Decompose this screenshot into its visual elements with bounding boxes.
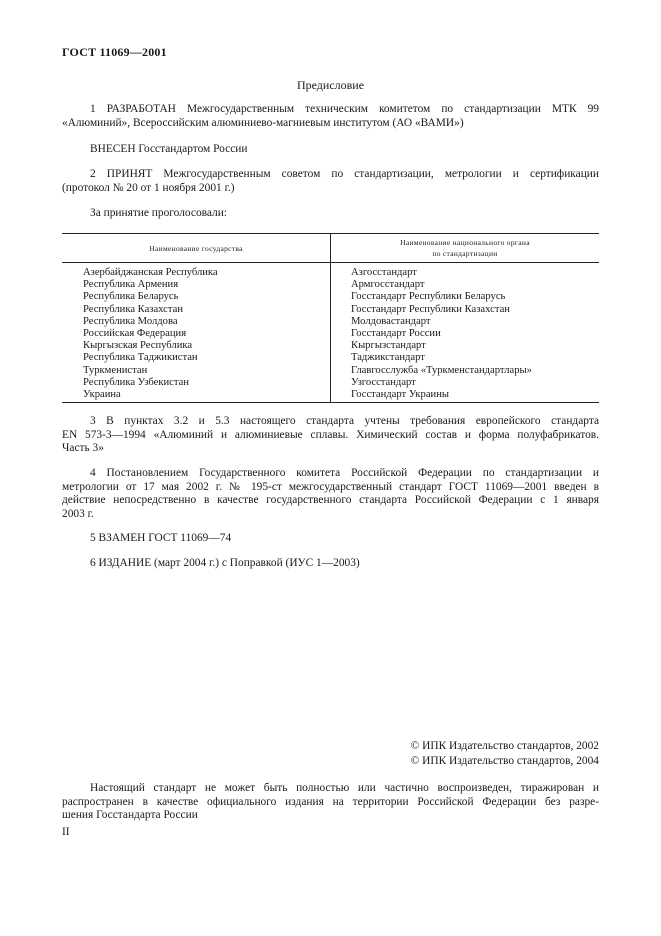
standards-body-cell: Госстандарт Республики Казахстан xyxy=(351,303,510,315)
table-row xyxy=(62,263,599,280)
enactment-line-1: 4 Постановлением Государственного комитета Российской Федерации по стандартизации и xyxy=(90,467,599,479)
state-name-cell: Республика Казахстан xyxy=(62,304,331,316)
paragraph-developed-by xyxy=(62,103,599,130)
column-header-state: Наименование государства xyxy=(62,234,331,263)
column-header-body-line-1: Наименование национального органа xyxy=(400,238,530,247)
european-line-2: EN 573-3—1994 «Алюминий и алюминиевые сплавы. Химический состав и форма полуфабрикатов. xyxy=(62,428,599,441)
replaces-text: 5 ВЗАМЕН ГОСТ 11069—74 xyxy=(90,532,232,544)
developed-line-1: 1 РАЗРАБОТАН Межгосударственным техническим комитетом по стандартизации МТК 99 xyxy=(90,103,599,115)
table-row xyxy=(62,340,599,352)
state-name-cell: Республика Беларусь xyxy=(62,291,331,303)
state-name-cell: Республика Узбекистан xyxy=(62,377,331,389)
preface-title: Предисловие xyxy=(296,78,365,92)
adopted-line-2: (протокол № 20 от 1 ноября 2001 г.) xyxy=(62,181,235,194)
paragraph-enactment xyxy=(62,467,599,521)
standards-body-cell: Таджикстандарт xyxy=(351,352,425,364)
state-name-cell: Украина xyxy=(62,389,331,403)
enactment-line-3: действие непосредственно в качестве государственного стандарта Российской Федерации с 1 января xyxy=(62,494,599,506)
enactment-line-4: 2003 г. xyxy=(62,507,94,520)
notice-line-3: шения Госстандарта России xyxy=(62,809,198,821)
table-row xyxy=(62,304,599,316)
copyright-block xyxy=(380,739,599,769)
european-line-1: 3 В пунктах 3.2 и 5.3 настоящего стандарта учтены требования европейского стандарта xyxy=(90,415,599,427)
developed-line-2: «Алюминий», Всероссийским алюминиево-магниевым институтом (АО «ВАМИ») xyxy=(62,116,464,129)
column-header-body-line-2: по стандартизации xyxy=(432,249,498,258)
state-name-cell: Азербайджанская Республика xyxy=(62,263,331,280)
table-row xyxy=(62,389,599,403)
european-line-3: Часть 3» xyxy=(62,442,104,454)
notice-line-1: Настоящий стандарт не может быть полностью или частично воспроизведен, тиражирован и xyxy=(90,782,599,794)
state-name-cell: Республика Молдова xyxy=(62,316,331,328)
voting-states-table xyxy=(62,233,599,403)
standards-body-cell: Армгосстандарт xyxy=(351,279,425,291)
table-row xyxy=(62,316,599,328)
table-row xyxy=(62,365,599,377)
paragraph-european-standard xyxy=(62,415,599,456)
paragraph-replaces xyxy=(62,532,599,546)
state-name-cell: Республика Армения xyxy=(62,279,331,291)
state-name-cell: Туркменистан xyxy=(62,365,331,377)
standards-body-cell: Госстандарт России xyxy=(351,328,441,340)
table-row xyxy=(62,279,599,291)
table-row xyxy=(62,377,599,389)
copyright-line-2: © ИПК Издательство стандартов, 2004 xyxy=(410,755,599,767)
notice-line-2: распространен в качестве официального издания на территории Российской Федерации без разре- xyxy=(62,795,599,808)
voting-states-rows xyxy=(62,263,599,403)
table-row xyxy=(62,328,599,340)
reproduction-notice xyxy=(62,782,599,823)
standards-body-cell: Госстандарт Республики Беларусь xyxy=(351,291,506,303)
standards-body-cell: Кыргызстандарт xyxy=(351,340,426,352)
table-row xyxy=(62,352,599,364)
standards-body-cell: Молдовастандарт xyxy=(351,315,431,327)
standards-body-cell: Азгосстандарт xyxy=(351,267,417,278)
state-name-cell: Российская Федерация xyxy=(62,328,331,340)
page-number: II xyxy=(62,826,70,838)
state-name-cell: Республика Таджикистан xyxy=(62,352,331,364)
enactment-line-2: метрологии от 17 мая 2002 г. № 195-ст межгосударственный стандарт ГОСТ 11069—2001 введен в xyxy=(62,480,599,493)
edition-text: 6 ИЗДАНИЕ (март 2004 г.) с Поправкой (ИУС 1—2003) xyxy=(90,557,360,569)
paragraph-introduced-by xyxy=(62,143,599,157)
vote-intro xyxy=(62,207,599,221)
copyright-line-1: © ИПК Издательство стандартов, 2002 xyxy=(410,740,599,752)
column-header-standards-body xyxy=(331,234,600,263)
standards-body-cell: Узгосстандарт xyxy=(351,376,416,388)
standards-body-cell: Госстандарт Украины xyxy=(331,389,600,403)
document-code-header: ГОСТ 11069—2001 xyxy=(62,45,167,59)
paragraph-adopted-by xyxy=(62,168,599,195)
state-name-cell: Кыргызская Республика xyxy=(62,340,331,352)
introduced-text: ВНЕСЕН Госстандартом России xyxy=(90,143,248,155)
table-row xyxy=(62,291,599,303)
standards-body-cell: Главгосслужба «Туркменстандартлары» xyxy=(351,364,532,376)
adopted-line-1: 2 ПРИНЯТ Межгосударственным советом по стандартизации, метрологии и сертификации xyxy=(90,168,599,180)
paragraph-edition xyxy=(62,557,599,571)
vote-intro-text: За принятие проголосовали: xyxy=(90,207,227,219)
